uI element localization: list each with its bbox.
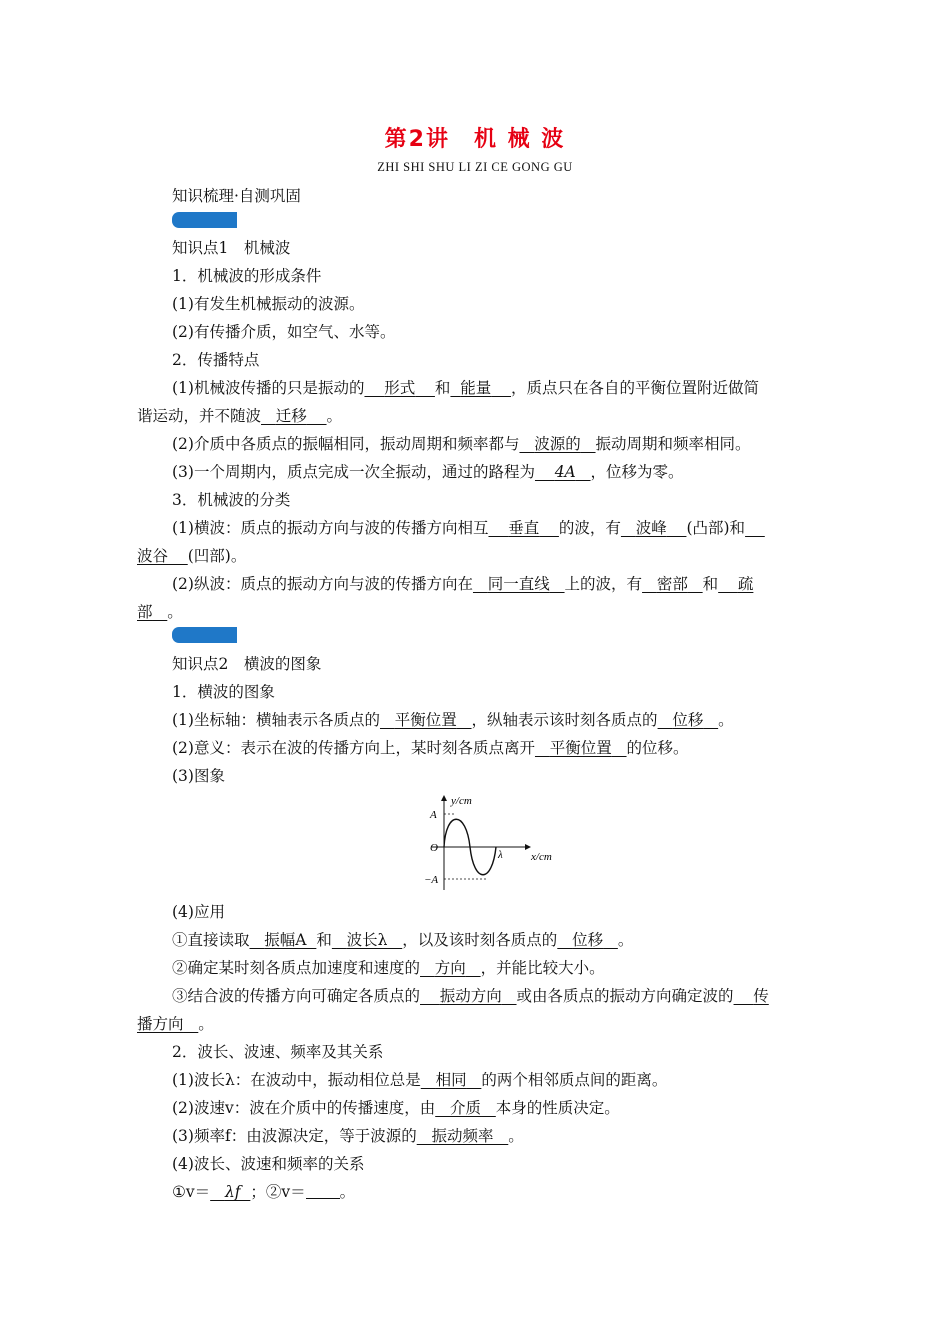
amplitude-label: A	[430, 809, 437, 821]
kp2-s2-5: ①v＝ λf ；②v＝ 。	[172, 1183, 356, 1201]
kp2-app-3: ③结合波的传播方向可确定各质点的 振动方向 或由各质点的振动方向确定波的 传	[172, 987, 769, 1005]
kp2-s2-2: (2)波速v：波在介质中的传播速度，由 介质 本身的性质决定。	[172, 1099, 620, 1117]
kp2-s1-2: (2)意义：表示在波的传播方向上，某时刻各质点离开 平衡位置 的位移。	[172, 739, 689, 757]
kp2-s2: 2．波长、波速、频率及其关系	[172, 1043, 384, 1061]
y-axis-label: y/cm	[451, 795, 472, 807]
wave-graph	[418, 790, 568, 894]
kp2-s2-1: (1)波长λ：在波动中，振动相位总是 相同 的两个相邻质点间的距离。	[172, 1071, 668, 1089]
answer-blank: 平衡位置	[549, 739, 612, 757]
empty-blank	[306, 1184, 340, 1199]
answer-blank: 传	[753, 987, 769, 1005]
kp1-s2-1-cont: 谐运动，并不随波 迁移 。	[137, 407, 343, 425]
answer-blank: 方向	[434, 959, 466, 977]
answer-blank: 播方向	[137, 1015, 184, 1033]
answer-blank: 平衡位置	[394, 711, 457, 729]
answer-blank: 密部	[656, 575, 688, 593]
section-heading: 知识梳理·自测巩固	[172, 187, 301, 205]
answer-blank: 垂直	[508, 519, 540, 537]
wavelength-label: λ	[498, 849, 503, 861]
kp2-s1-4: (4)应用	[172, 903, 225, 921]
answer-blank: 波长λ	[346, 931, 388, 949]
kp2-s2-3: (3)频率f：由波源决定，等于波源的 振动频率 。	[172, 1127, 524, 1145]
answer-blank: 振动频率	[431, 1127, 494, 1145]
kp1-s3-1: (1)横波：质点的振动方向与波的传播方向相互 垂直 的波，有 波峰 (凸部)和	[172, 519, 746, 537]
page-subtitle: ZHI SHI SHU LI ZI CE GONG GU	[377, 160, 573, 174]
kp1-s2: 2．传播特点	[172, 351, 260, 369]
kp2-heading: 知识点2 横波的图象	[172, 655, 322, 673]
origin-label: O	[430, 842, 438, 854]
answer-blank: 能量	[460, 379, 492, 397]
kp1-s3-1-cont: 波谷 (凹部)。	[137, 547, 247, 565]
kp1-s3-2-cont: 部 。	[137, 603, 183, 621]
answer-blank: 介质	[450, 1099, 482, 1117]
answer-blank: 疏	[737, 575, 754, 593]
kp1-s1: 1．机械波的形成条件	[172, 267, 322, 285]
kp1-s3: 3．机械波的分类	[172, 491, 291, 509]
kp1-s1-1: (1)有发生机械振动的波源。	[172, 295, 365, 313]
kp2-s1: 1．横波的图象	[172, 683, 275, 701]
answer-blank: 波源的	[534, 435, 581, 453]
answer-blank: 同一直线	[487, 575, 550, 593]
kp2-app-3-cont: 播方向 。	[137, 1015, 214, 1033]
kp1-s2-2: (2)介质中各质点的振幅相同，振动周期和频率都与 波源的 振动周期和频率相同。	[172, 435, 751, 453]
kp2-s1-1: (1)坐标轴：横轴表示各质点的 平衡位置 ，纵轴表示该时刻各质点的 位移 。	[172, 711, 734, 729]
answer-blank: 形式	[384, 379, 416, 397]
answer-blank: 迁移	[275, 407, 307, 425]
answer-blank: 部	[137, 603, 153, 621]
kp2-s2-4: (4)波长、波速和频率的关系	[172, 1155, 365, 1173]
kp1-s2-3: (3)一个周期内，质点完成一次全振动，通过的路程为 4A ，位移为零。	[172, 463, 684, 481]
x-axis-label: x/cm	[531, 851, 552, 863]
page-title: 第2讲 机 械 波	[384, 127, 566, 152]
kp1-s1-2: (2)有传播介质，如空气、水等。	[172, 323, 396, 341]
answer-blank: 位移	[572, 931, 604, 949]
answer-blank: 波谷	[137, 547, 169, 565]
kp1-s2-1: (1)机械波传播的只是振动的 形式 和 能量 ，质点只在各自的平衡位置附近做简	[172, 379, 760, 397]
section-marker	[172, 627, 237, 643]
kp2-app-2: ②确定某时刻各质点加速度和速度的 方向 ，并能比较大小。	[172, 959, 605, 977]
kp1-s3-2: (2)纵波：质点的振动方向与波的传播方向在 同一直线 上的波，有 密部 和 疏	[172, 575, 754, 593]
kp2-s1-3: (3)图象	[172, 767, 225, 785]
answer-blank: 位移	[672, 711, 704, 729]
answer-blank: 波峰	[635, 519, 667, 537]
answer-blank: 4A	[554, 463, 576, 481]
kp2-app-1: ①直接读取 振幅A 和 波长λ ，以及该时刻各质点的 位移 。	[172, 931, 634, 949]
section-marker	[172, 212, 237, 228]
kp1-heading: 知识点1 机械波	[172, 239, 291, 257]
answer-blank: 振幅A	[264, 931, 307, 949]
negative-amplitude-label: −A	[424, 874, 439, 886]
answer-blank: 振动方向	[439, 987, 502, 1005]
answer-blank: 相同	[435, 1071, 467, 1089]
answer-blank: λf	[224, 1183, 241, 1201]
